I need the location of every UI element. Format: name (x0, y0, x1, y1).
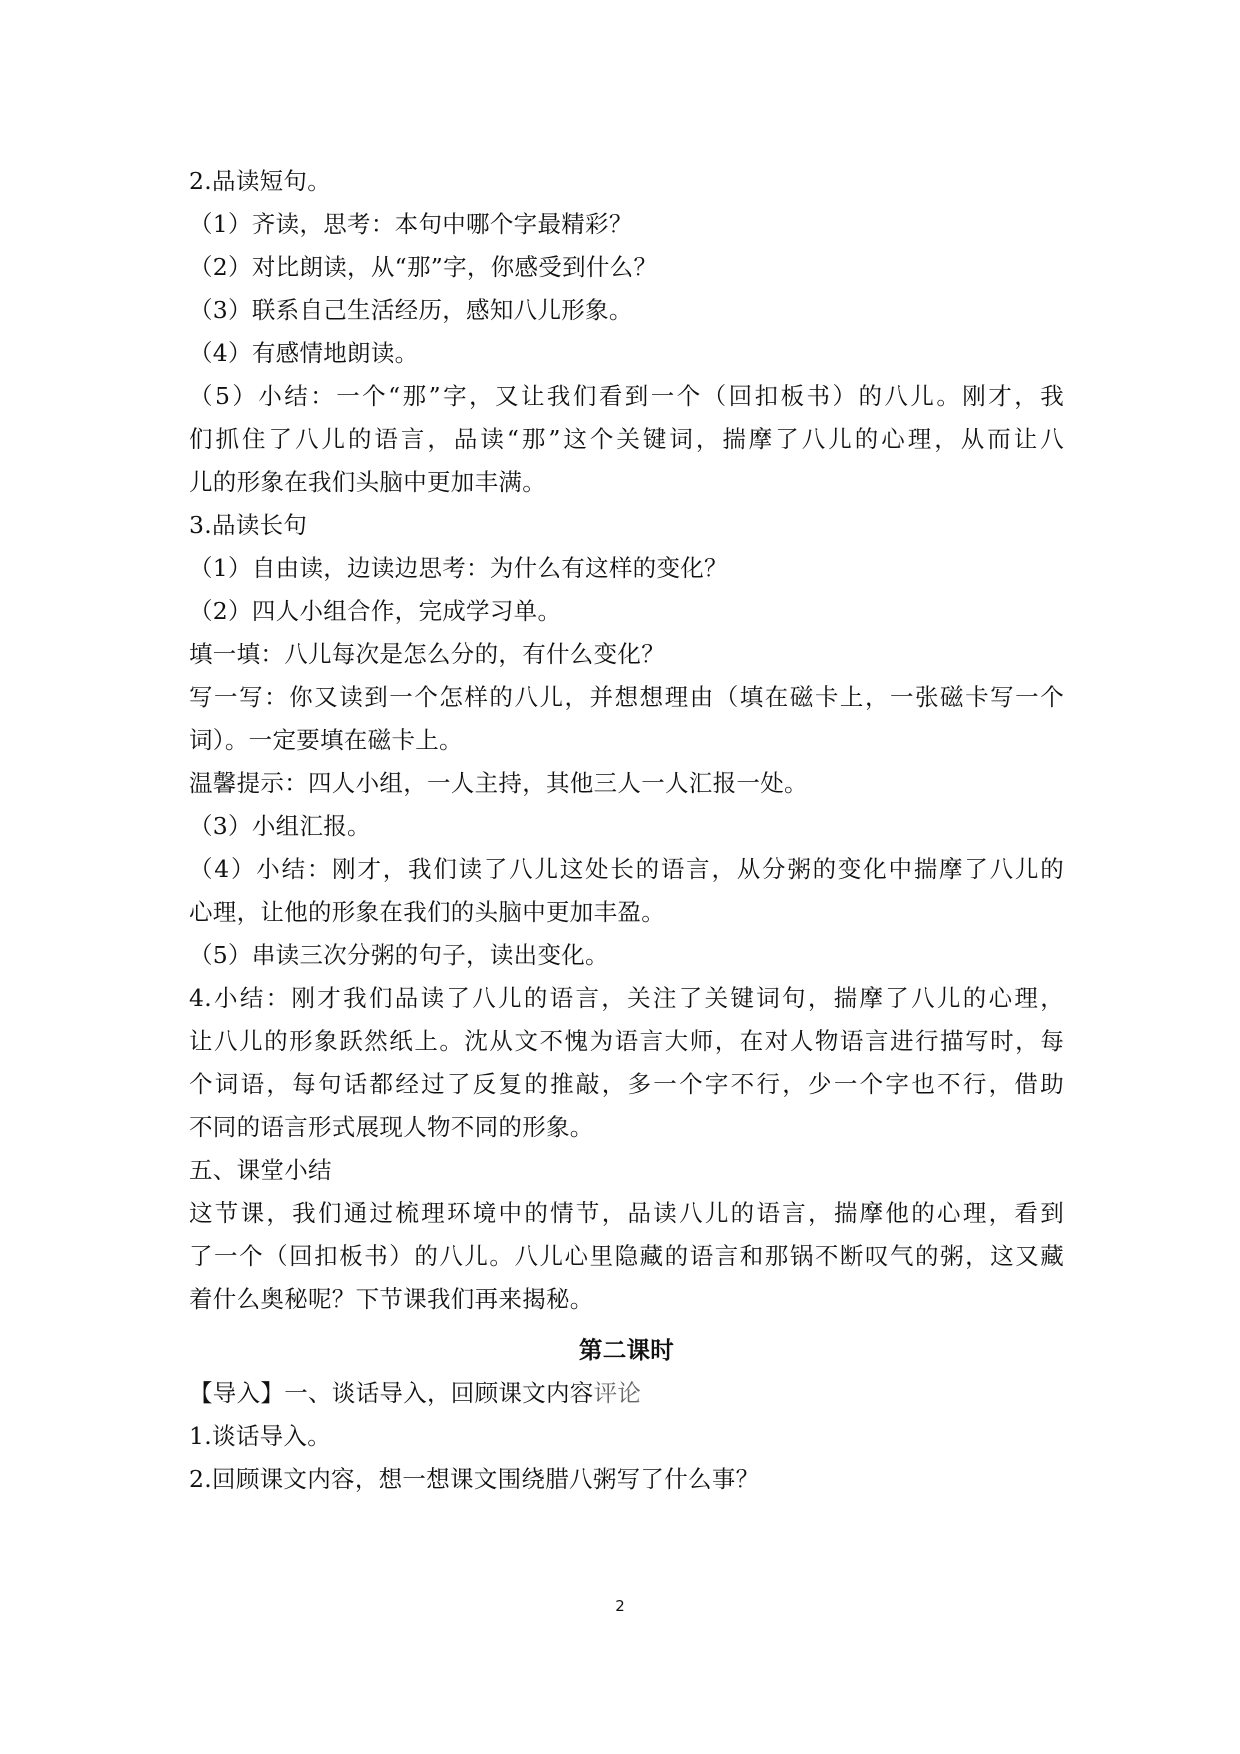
text-line: 个词语，每句话都经过了反复的推敲，多一个字不行，少一个字也不行，借助 (189, 1070, 1064, 1098)
text-line: 们抓住了八儿的语言，品读“那”这个关键词，揣摩了八儿的心理，从而让八 (189, 425, 1064, 453)
text-line: 五、课堂小结 (189, 1156, 332, 1184)
text-line: （5）串读三次分粥的句子，读出变化。 (189, 941, 609, 969)
text-line: 填一填：八儿每次是怎么分的，有什么变化？ (189, 640, 665, 668)
text-line: 这节课，我们通过梳理环境中的情节，品读八儿的语言，揣摩他的心理，看到 (189, 1199, 1064, 1227)
text-line: 温馨提示：四人小组，一人主持，其他三人一人汇报一处。 (189, 769, 808, 797)
text-line: 不同的语言形式展现人物不同的形象。 (189, 1113, 594, 1141)
intro-text: 【导入】一、谈话导入，回顾课文内容 (189, 1379, 594, 1407)
text-line: 儿的形象在我们头脑中更加丰满。 (189, 468, 546, 496)
text-line: （3）联系自己生活经历，感知八儿形象。 (189, 296, 633, 324)
text-line: 着什么奥秘呢？下节课我们再来揭秘。 (189, 1285, 594, 1313)
text-line: （2）四人小组合作，完成学习单。 (189, 597, 562, 625)
text-line: （1）齐读，思考：本句中哪个字最精彩？ (189, 210, 633, 238)
text-line: 心理，让他的形象在我们的头脑中更加丰盈。 (189, 898, 665, 926)
text-line: （2）对比朗读，从“那”字，你感受到什么？ (189, 253, 658, 281)
text-line: 了一个（回扣板书）的八儿。八儿心里隐藏的语言和那锅不断叹气的粥，这又藏 (189, 1242, 1064, 1270)
page-number: 2 (615, 1597, 625, 1615)
text-line: 词）。一定要填在磁卡上。 (189, 726, 463, 754)
text-line: 2.品读短句。 (189, 167, 332, 195)
text-line: 让八儿的形象跃然纸上。沈从文不愧为语言大师，在对人物语言进行描写时，每 (189, 1027, 1064, 1055)
body-text (189, 160, 1064, 1501)
text-line: （5）小结：一个“那”字，又让我们看到一个（回扣板书）的八儿。刚才，我 (189, 382, 1064, 410)
text-line: 3.品读长句 (189, 511, 308, 539)
text-line: （1）自由读，边读边思考：为什么有这样的变化？ (189, 554, 728, 582)
comment-marker[interactable]: 评论 (593, 1379, 642, 1407)
text-line: （3）小组汇报。 (189, 812, 371, 840)
section-heading: 第二课时 (578, 1336, 675, 1364)
text-line: 2.回顾课文内容，想一想课文围绕腊八粥写了什么事？ (189, 1465, 760, 1493)
text-line: 1.谈话导入。 (189, 1422, 332, 1450)
intro-line (189, 1372, 1064, 1415)
text-line: 写一写：你又读到一个怎样的八儿，并想想理由（填在磁卡上，一张磁卡写一个 (189, 683, 1064, 711)
text-line: （4）小结：刚才，我们读了八儿这处长的语言，从分粥的变化中揣摩了八儿的 (189, 855, 1064, 883)
text-line: 4.小结：刚才我们品读了八儿的语言，关注了关键词句，揣摩了八儿的心理， (189, 984, 1064, 1012)
text-line: （4）有感情地朗读。 (189, 339, 419, 367)
